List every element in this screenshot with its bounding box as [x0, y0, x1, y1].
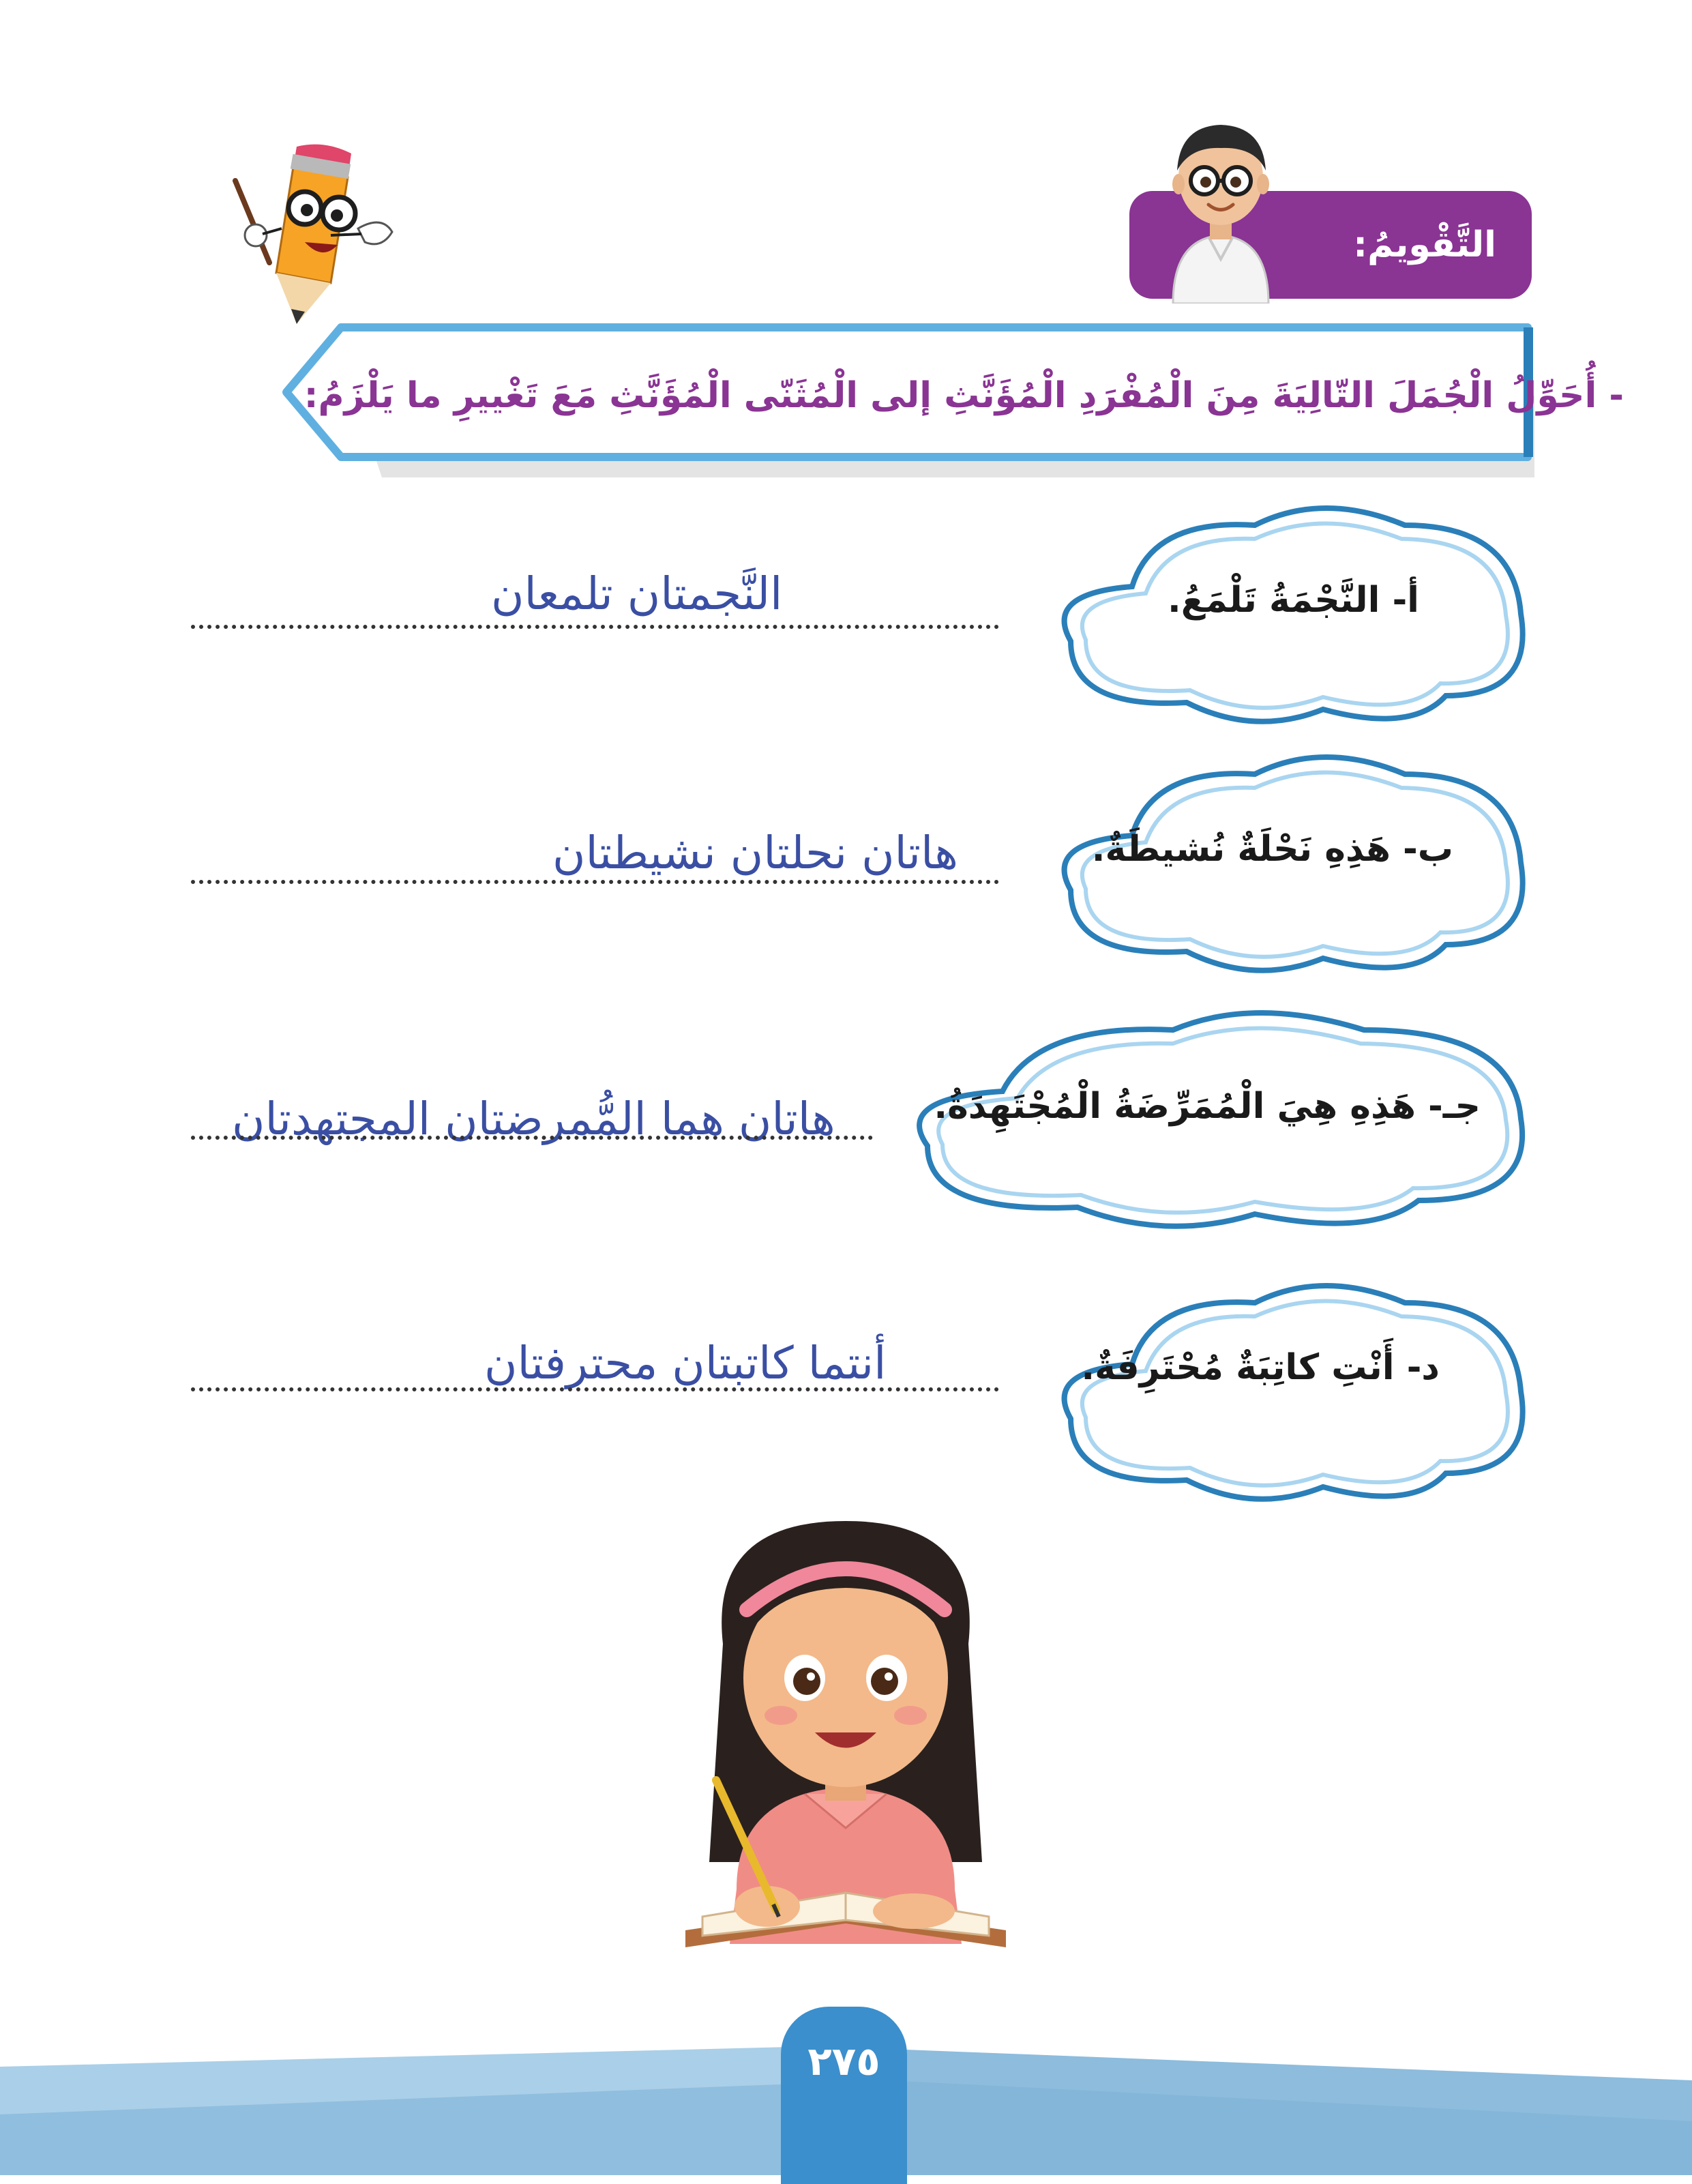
question-d-text: د- أَنْتِ كاتِبَةٌ مُحْتَرِفَةٌ.: [1081, 1347, 1440, 1388]
answer-c-text: هاتان هما المُّمرضتان المجتهدتان: [232, 1093, 835, 1145]
cloud-question-d: [1050, 1275, 1541, 1514]
boy-with-glasses-icon: [1153, 113, 1289, 304]
answer-a-text: النَّجمتان تلمعان: [491, 567, 783, 620]
question-b-text: ب- هَذِهِ نَحْلَةٌ نُشيطَةٌ.: [1091, 829, 1453, 870]
answer-b-line: [191, 880, 999, 884]
girl-writing-icon: [662, 1507, 1030, 1978]
page-number: ٢٧٥: [807, 2038, 880, 2084]
answer-d-line: [191, 1387, 999, 1391]
instruction-text: - أُحَوِّلُ الْجُمَلَ التّالِيَةَ مِنَ الْمُفْرَدِ الْمُؤَنَّثِ إلى الْمُثَنّى الْمُؤَنَّثِ مَعَ تَغْييرِ ما يَلْزَمُ:: [303, 375, 1624, 416]
answer-b-text: هاتان نحلتان نشيطتان: [552, 827, 958, 879]
pencil-character-icon: [228, 140, 419, 331]
section-title: التَّقْويمُ:: [1353, 224, 1496, 265]
answer-d-text: أنتما كاتبتان محترفتان: [484, 1337, 887, 1389]
page-number-tab: [781, 2007, 907, 2184]
question-c-text: جـ- هَذِهِ هِيَ الْمُمَرِّضَةُ الْمُجْتَهِدَةُ.: [934, 1086, 1481, 1127]
answer-c-line: [191, 1136, 873, 1140]
answer-a-line: [191, 625, 999, 629]
question-a-text: أ- النَّجْمَةُ تَلْمَعُ.: [1168, 580, 1419, 621]
